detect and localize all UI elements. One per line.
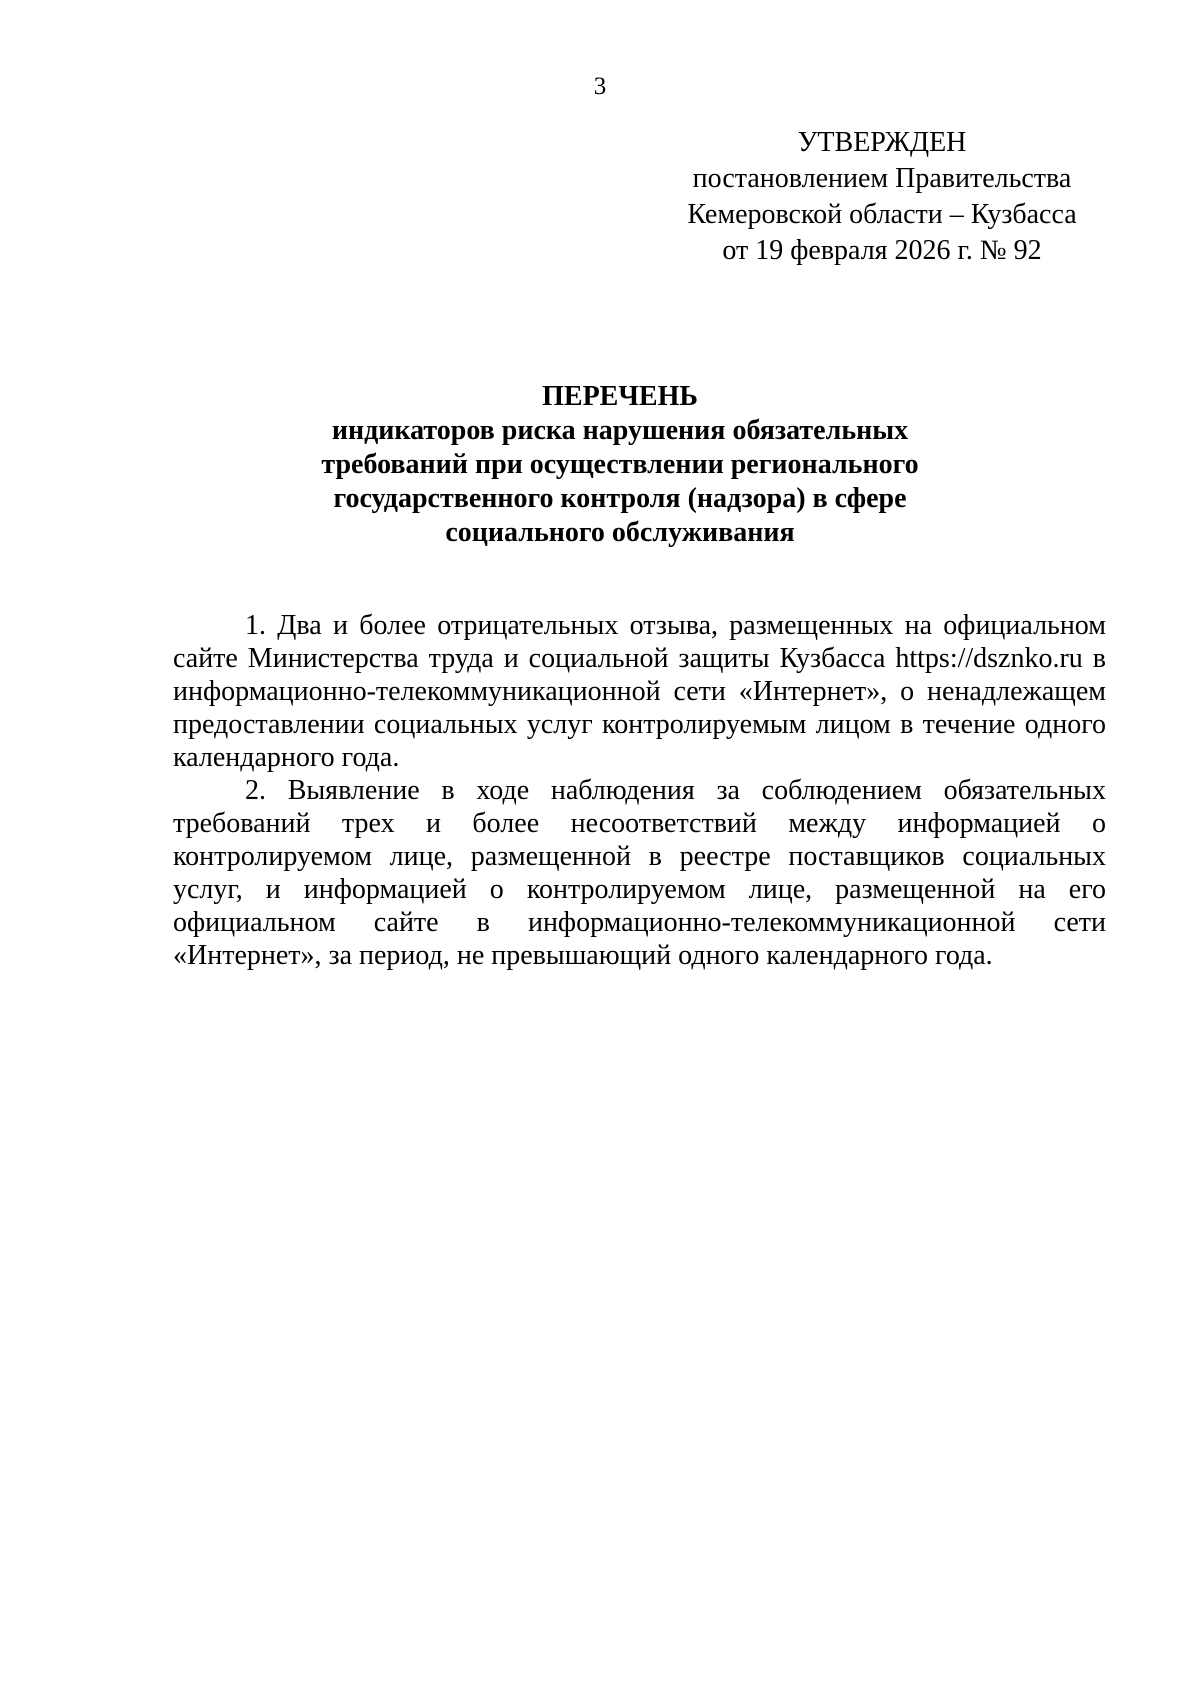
indicator-item-1: 1. Два и более отрицательных отзыва, размещенных на официальном сайте Министерства труда и социальной защиты Кузбасса https://dsznko.ru в информационно-телекоммуникационной сети «Интернет», о ненадлежащем предоставлении социальных услуг контролируемым лицом в течение одного календарного года. bbox=[173, 610, 1106, 773]
approval-title: УТВЕРЖДЕН bbox=[797, 127, 967, 158]
approval-authority: постановлением Правительства bbox=[692, 163, 1072, 194]
title-line-2: требований при осуществлении регионального bbox=[321, 449, 919, 480]
indicator-item-2: 2. Выявление в ходе наблюдения за соблюдением обязательных требований трех и более несоответствий между информацией о контролируемом лице, размещенной в реестре поставщиков социальных услуг, и информацией о контролируемом лице, размещенной на его официальном сайте в информационно-телекоммуникационной сети «Интернет», за период, не превышающий одного календарного года. bbox=[173, 775, 1106, 971]
page-number: 3 bbox=[593, 73, 607, 100]
title-line-1: индикаторов риска нарушения обязательных bbox=[331, 415, 909, 446]
title-line-4: социального обслуживания bbox=[445, 517, 795, 548]
title-line-3: государственного контроля (надзора) в сфере bbox=[333, 483, 907, 514]
approval-stamp bbox=[672, 125, 1092, 269]
document-title bbox=[290, 380, 950, 550]
approval-region: Кемеровской области – Кузбасса bbox=[687, 199, 1077, 230]
indicators-list bbox=[173, 609, 1106, 972]
approval-date: от 19 февраля 2026 г. № 92 bbox=[722, 235, 1042, 266]
title-heading: ПЕРЕЧЕНЬ bbox=[542, 381, 698, 412]
